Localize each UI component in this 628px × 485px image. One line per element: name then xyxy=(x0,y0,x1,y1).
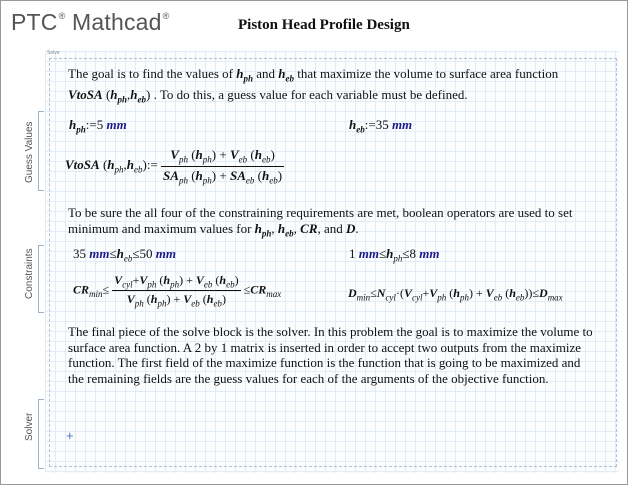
constraint-h-eb[interactable]: 35 $mm\le h_{eb}\le 50$ mm xyxy=(73,246,176,264)
insert-cursor-icon[interactable]: + xyxy=(66,428,74,443)
constraint-cr[interactable]: $CR_{min}\le$ $\frac{V_{cyl}+V_{ph} (h_{ph}) + V_{eb} (h_{eb})}{V_{ph} (h_{ph}) + V_{eb} (h_{eb})}$ $\le CR_{max}$ xyxy=(73,273,282,309)
guess-h-eb[interactable]: $h_{eb}:=35$ mm xyxy=(349,117,413,135)
cr-fraction: $\frac{V_{cyl}+V_{ph} (h_{ph}) + V_{eb} (h_{eb})}{V_{ph} (h_{ph}) + V_{eb} (h_{eb})}$ xyxy=(114,273,239,309)
constraint-h-ph[interactable]: 1 $mm\le h_{ph}\le 8$ mm xyxy=(349,246,440,264)
ptc-mathcad-logo: PTC® Mathcad® xyxy=(11,9,170,35)
solver-region-label: Solver xyxy=(24,412,35,441)
header xyxy=(1,1,627,46)
constraint-d[interactable]: $D_{min}\le N_{cyl}\cdot(V_{cyl}+V_{ph}$ $(h_{ph}) + V_{eb}$ $(h_{eb}))\le D_{max}$ xyxy=(348,286,563,303)
solve-area-label: Solve xyxy=(47,50,60,56)
guess-h-ph[interactable]: $h_{ph}:=5$ mm xyxy=(69,117,127,135)
constraints-text: To be sure the all four of the constraining requirements are met, boolean operators are used to set minimum and maximum values for $h_{ph}$, $h_{eb}$, CR, and D. xyxy=(68,205,573,239)
document-title: Piston Head Profile Design xyxy=(238,17,410,33)
constraints-region-label: Constraints xyxy=(24,248,35,299)
constraints-region-bracket[interactable] xyxy=(38,245,44,313)
guess-values-region-label: Guess Values xyxy=(24,121,35,183)
vtosa-definition[interactable]: VtoSA $(h_{ph},h_{eb}):=$ $\frac{V_{ph} (h_{ph}) + V_{eb} (h_{eb})}{SA_{ph} (h_{ph}) + SA_{eb} (h_{eb})}$ xyxy=(65,147,283,186)
solver-region-bracket[interactable] xyxy=(38,399,44,469)
intro-text: The goal is to find the values of $h_{ph}$ and $h_{eb}$ that maximize the volume to surface area function VtoSA $(h_{ph},h_{eb})$ . To do this, a guess value for each variable must be defined. xyxy=(68,66,559,105)
solver-text: The final piece of the solve block is the solver. In this problem the goal is to maximize the volume to surface area function. A 2 by 1 matrix is inserted in order to accept two outputs from the maximize function. The first field of the maximize function is the function that is going to be maximized and the remaining fields are the guess values for each of the arguments of the objective function. xyxy=(68,324,593,386)
vtosa-fraction: $\frac{V_{ph} (h_{ph}) + V_{eb} (h_{eb})}{SA_{ph} (h_{ph}) + SA_{eb} (h_{eb})}$ xyxy=(163,147,283,186)
guess-values-region-bracket[interactable] xyxy=(38,111,44,191)
